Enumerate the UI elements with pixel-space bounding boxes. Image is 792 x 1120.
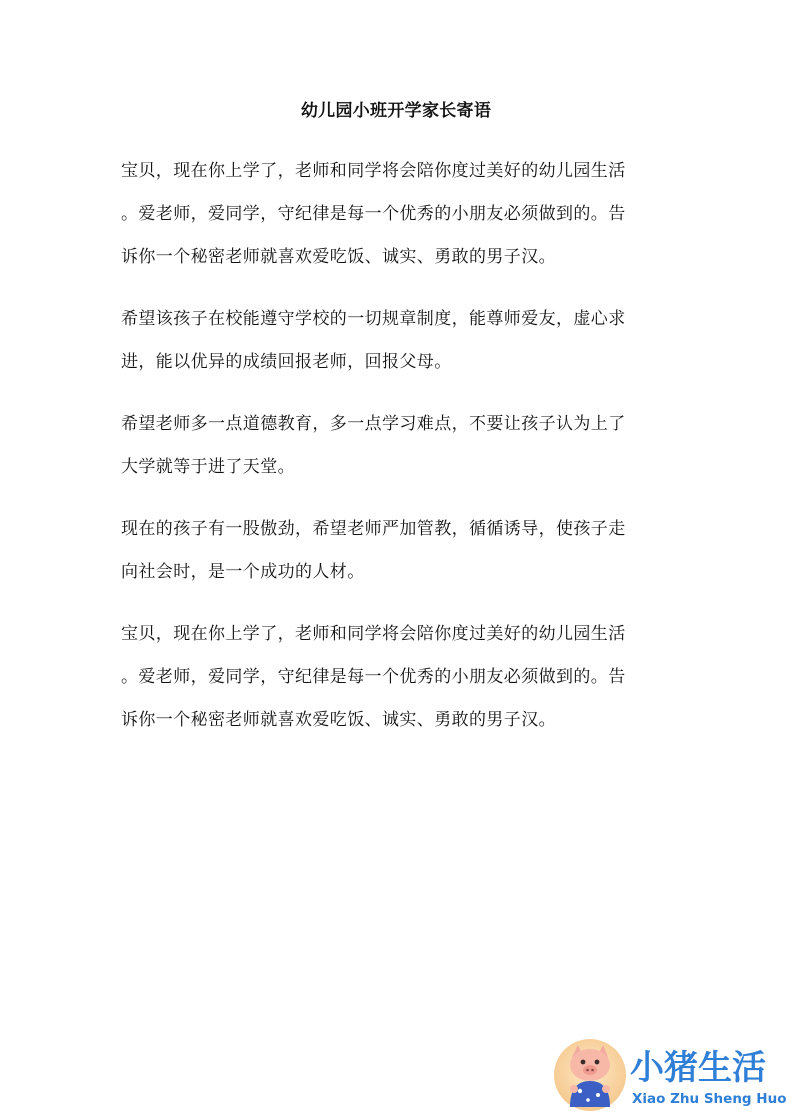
paragraph-line: 诉你一个秘密老师就喜欢爱吃饭、诚实、勇敢的男子汉。	[121, 247, 556, 267]
paragraph-line: 。爱老师，爱同学，守纪律是每一个优秀的小朋友必须做到的。告	[121, 667, 626, 687]
paragraph-line: 进，能以优异的成绩回报老师，回报父母。	[121, 352, 452, 372]
paragraph-line: 诉你一个秘密老师就喜欢爱吃饭、诚实、勇敢的男子汉。	[121, 710, 556, 730]
pig-mascot-icon	[552, 1037, 628, 1113]
brand-logo	[550, 1033, 790, 1113]
paragraph-2	[121, 298, 671, 384]
paragraph-5	[121, 613, 671, 742]
brand-name-cn: 小猪生活	[630, 1048, 766, 1088]
paragraph-line: 宝贝，现在你上学了，老师和同学将会陪你度过美好的幼儿园生活	[121, 624, 626, 644]
document-title: 幼儿园小班开学家长寄语	[300, 101, 492, 121]
paragraph-line: 现在的孩子有一股傲劲，希望老师严加管教，循循诱导，使孩子走	[121, 519, 626, 539]
brand-name-en: Xiao Zhu Sheng Huo	[632, 1091, 787, 1107]
document-body	[121, 150, 671, 761]
brand-wordmark	[628, 1039, 788, 1109]
paragraph-line: 宝贝，现在你上学了，老师和同学将会陪你度过美好的幼儿园生活	[121, 161, 626, 181]
paragraph-1	[121, 150, 671, 279]
paragraph-3	[121, 403, 671, 489]
paragraph-line: 希望老师多一点道德教育，多一点学习难点，不要让孩子认为上了	[121, 414, 626, 434]
paragraph-line: 大学就等于进了天堂。	[121, 457, 295, 477]
paragraph-line: 。爱老师，爱同学，守纪律是每一个优秀的小朋友必须做到的。告	[121, 204, 626, 224]
paragraph-line: 向社会时，是一个成功的人材。	[121, 562, 365, 582]
paragraph-4	[121, 508, 671, 594]
paragraph-line: 希望该孩子在校能遵守学校的一切规章制度，能尊师爱友，虚心求	[121, 309, 626, 329]
